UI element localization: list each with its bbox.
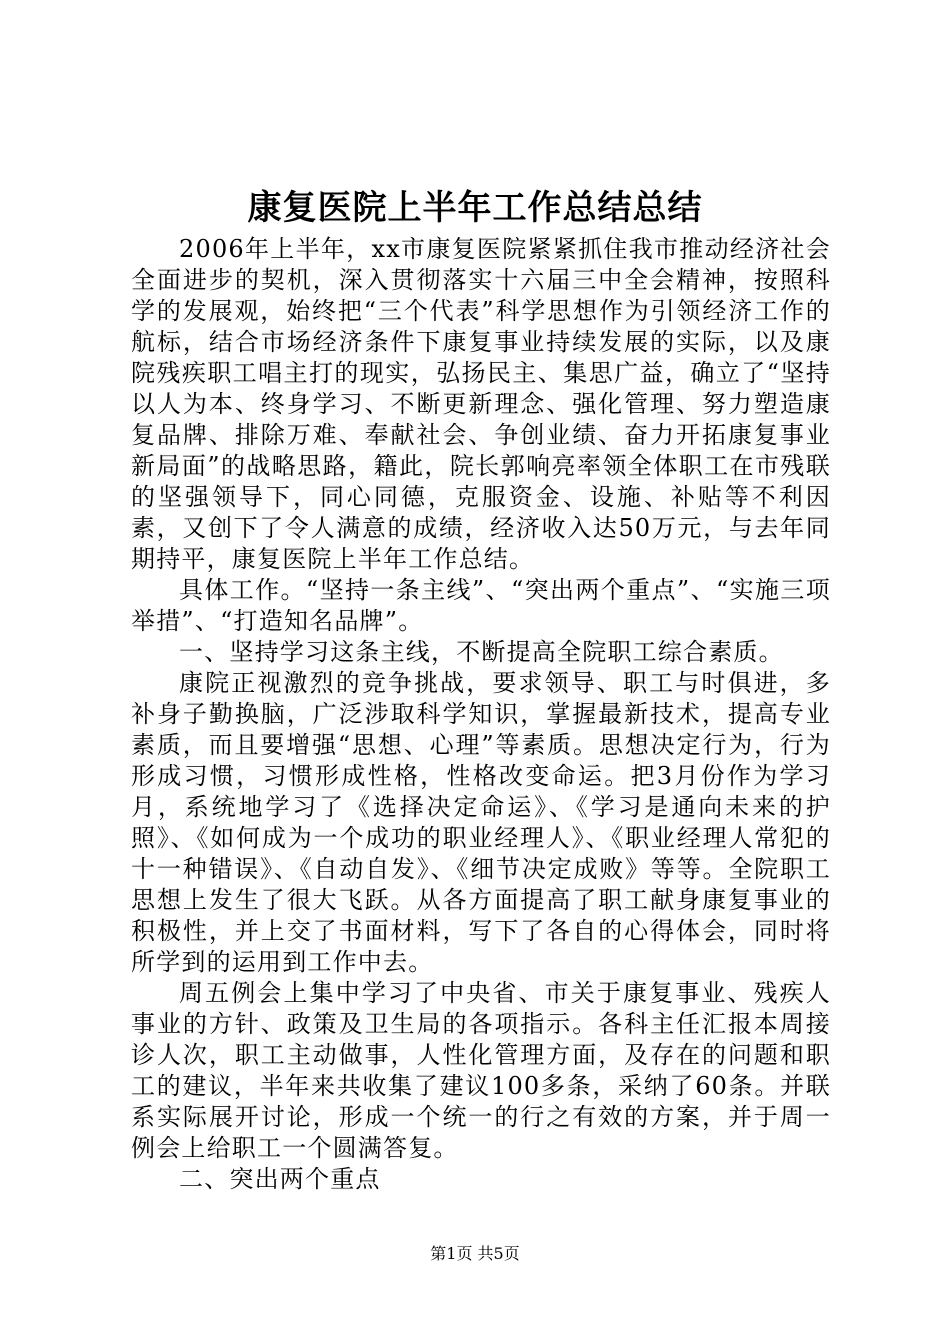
paragraph-friday-meeting: 周五例会上集中学习了中央省、市关于康复事业、残疾人事业的方针、政策及卫生局的各项指示。各科主任汇报本周接诊人次，职工主动做事，人性化管理方面，及存在的问题和职工的建议，半年来共收集了建议100多条，采纳了60条。并联系实际展开讨论，形成一个统一的行之有效的方案，并于周一例会上给职工一个圆满答复。 [131,979,831,1162]
paragraph-specific-work: 具体工作。“坚持一条主线”、“突出两个重点”、“实施三项举措”、“打造知名品牌”。 [131,576,831,635]
paragraph-intro: 2006年上半年，xx市康复医院紧紧抓住我市推动经济社会全面进步的契机，深入贯彻落实十六届三中全会精神，按照科学的发展观，始终把“三个代表”科学思想作为引领经济工作的航标，结合市场经济条件下康复事业持续发展的实际，以及康院残疾职工唱主打的现实，弘扬民主、集思广益，确立了“坚持以人为本、终身学习、不断更新理念、强化管理、努力塑造康复品牌、排除万难、奉献社会、争创业绩、奋力开拓康复事业新局面”的战略思路，籍此，院长郭响亮率领全体职工在市残联的坚强领导下，同心同德，克服资金、设施、补贴等不利因素，又创下了令人满意的成绩，经济收入达50万元，与去年同期持平，康复医院上半年工作总结。 [131,235,831,573]
document-title: 康复医院上半年工作总结总结 [247,188,703,228]
paragraph-learning: 康院正视激烈的竞争挑战，要求领导、职工与时俱进，多补身子勤换脑，广泛涉取科学知识，掌握最新技术，提高专业素质，而且要增强“思想、心理”等素质。思想决定行为，行为形成习惯，习惯形成性格，性格改变命运。把3月份作为学习月，系统地学习了《选择决定命运》、《学习是通向未来的护照》、《如何成为一个成功的职业经理人》、《职业经理人常犯的十一种错误》、《自动自发》、《细节决定成败》等等。全院职工思想上发生了很大飞跃。从各方面提高了职工献身康复事业的积极性，并上交了书面材料，写下了各自的心得体会，同时将所学到的运用到工作中去。 [131,669,831,976]
section-heading-one: 一、坚持学习这条主线，不断提高全院职工综合素质。 [179,638,784,666]
document-body [131,234,831,1195]
page-footer: 第1页 共5页 [430,1244,520,1263]
section-heading-two: 二、突出两个重点 [179,1165,381,1193]
